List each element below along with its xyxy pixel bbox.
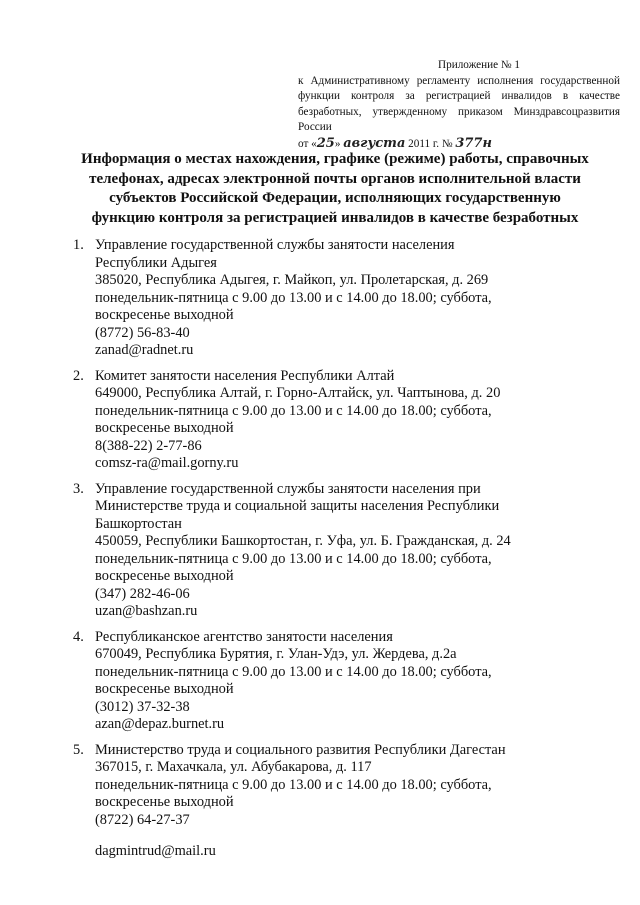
- item-address: 649000, Республика Алтай, г. Горно-Алтайск, ул. Чаптынова, д. 20: [95, 385, 501, 401]
- annex-line: безработных, утвержденному приказом Минздравсоцразвития России: [298, 105, 620, 133]
- item-email: uzan@bashzan.ru: [95, 603, 198, 619]
- item-address: 450059, Республики Башкортостан, г. Уфа, ул. Б. Гражданская, д. 24: [95, 533, 511, 549]
- item-name: Республики Адыгея: [95, 254, 217, 271]
- annex-line: функции контроля за регистрацией инвалидов в качестве: [298, 90, 620, 102]
- heading-line: Информация о местах нахождения, графике (режиме) работы, справочных: [81, 151, 589, 167]
- annex-number: 377н: [455, 135, 492, 151]
- item-name: Башкортостан: [95, 515, 182, 532]
- heading-line: субъектов Российской Федерации, исполняющих государственную: [109, 190, 561, 206]
- item-name: Управление государственной службы занятости населения: [95, 237, 455, 253]
- annex-block: [298, 58, 620, 152]
- annex-line: к Административному регламенту исполнения государственной: [298, 74, 620, 87]
- item-address: 385020, Республика Адыгея, г. Майкоп, ул. Пролетарская, д. 269: [95, 272, 489, 288]
- item-phone: (347) 282-46-06: [95, 585, 190, 602]
- item-schedule: воскресенье выходной: [95, 568, 234, 584]
- item-phone: 8(388-22) 2-77-86: [95, 437, 202, 454]
- item-phone: (8772) 56-83-40: [95, 324, 190, 341]
- item-number: 4.: [73, 628, 84, 645]
- item-name: Управление государственной службы занятости населения при: [95, 480, 481, 497]
- item-name: Комитет занятости населения Республики Алтай: [95, 367, 395, 384]
- document-heading: [60, 150, 610, 228]
- item-email: dagmintrud@mail.ru: [95, 843, 216, 859]
- item-number: 3.: [73, 480, 84, 497]
- heading-line: функцию контроля за регистрацией инвалидов в качестве безработных: [91, 209, 579, 226]
- annex-title: Приложение № 1: [438, 59, 520, 71]
- agency-list: [73, 237, 575, 869]
- item-schedule: понедельник-пятница с 9.00 до 13.00 и с 14.00 до 18.00; суббота,: [95, 550, 492, 567]
- item-phone: (8722) 64-27-37: [95, 811, 190, 828]
- annex-day: 25: [316, 135, 335, 151]
- item-email: zanad@radnet.ru: [95, 342, 194, 358]
- item-number: 5.: [73, 741, 84, 758]
- item-schedule: понедельник-пятница с 9.00 до 13.00 и с 14.00 до 18.00; суббота,: [95, 402, 492, 419]
- item-address: 367015, г. Махачкала, ул. Абубакарова, д. 117: [95, 759, 372, 775]
- item-schedule: воскресенье выходной: [95, 420, 234, 436]
- item-name: Министерство труда и социального развития Республики Дагестан: [95, 741, 506, 758]
- item-address: 670049, Республика Бурятия, г. Улан-Удэ, ул. Жердева, д.2а: [95, 646, 457, 662]
- list-item: [73, 237, 575, 360]
- item-name: Министерстве труда и социальной защиты населения Республики: [95, 498, 500, 514]
- annex-month: августа: [343, 135, 406, 151]
- item-schedule: воскресенье выходной: [95, 681, 234, 697]
- item-schedule: понедельник-пятница с 9.00 до 13.00 и с 14.00 до 18.00; суббота,: [95, 776, 492, 793]
- item-name: Республиканское агентство занятости населения: [95, 628, 393, 645]
- annex-year: 2011 г. №: [408, 137, 453, 150]
- item-schedule: понедельник-пятница с 9.00 до 13.00 и с 14.00 до 18.00; суббота,: [95, 289, 492, 306]
- item-schedule: воскресенье выходной: [95, 794, 234, 810]
- list-item: [73, 367, 575, 473]
- item-phone: (3012) 37-32-38: [95, 698, 190, 715]
- list-item: [73, 480, 575, 621]
- item-email: comsz-ra@mail.gorny.ru: [95, 455, 239, 471]
- item-schedule: воскресенье выходной: [95, 307, 234, 323]
- item-number: 2.: [73, 367, 84, 384]
- annex-day-suffix: »: [334, 137, 341, 150]
- item-schedule: понедельник-пятница с 9.00 до 13.00 и с 14.00 до 18.00; суббота,: [95, 663, 492, 680]
- item-email: azan@depaz.burnet.ru: [95, 716, 225, 732]
- list-item: [73, 741, 575, 861]
- heading-line: телефонах, адресах электронной почты органов исполнительной власти: [89, 170, 581, 187]
- list-item: [73, 628, 575, 734]
- annex-from-prefix: от «: [298, 137, 317, 150]
- item-number: 1.: [73, 237, 84, 253]
